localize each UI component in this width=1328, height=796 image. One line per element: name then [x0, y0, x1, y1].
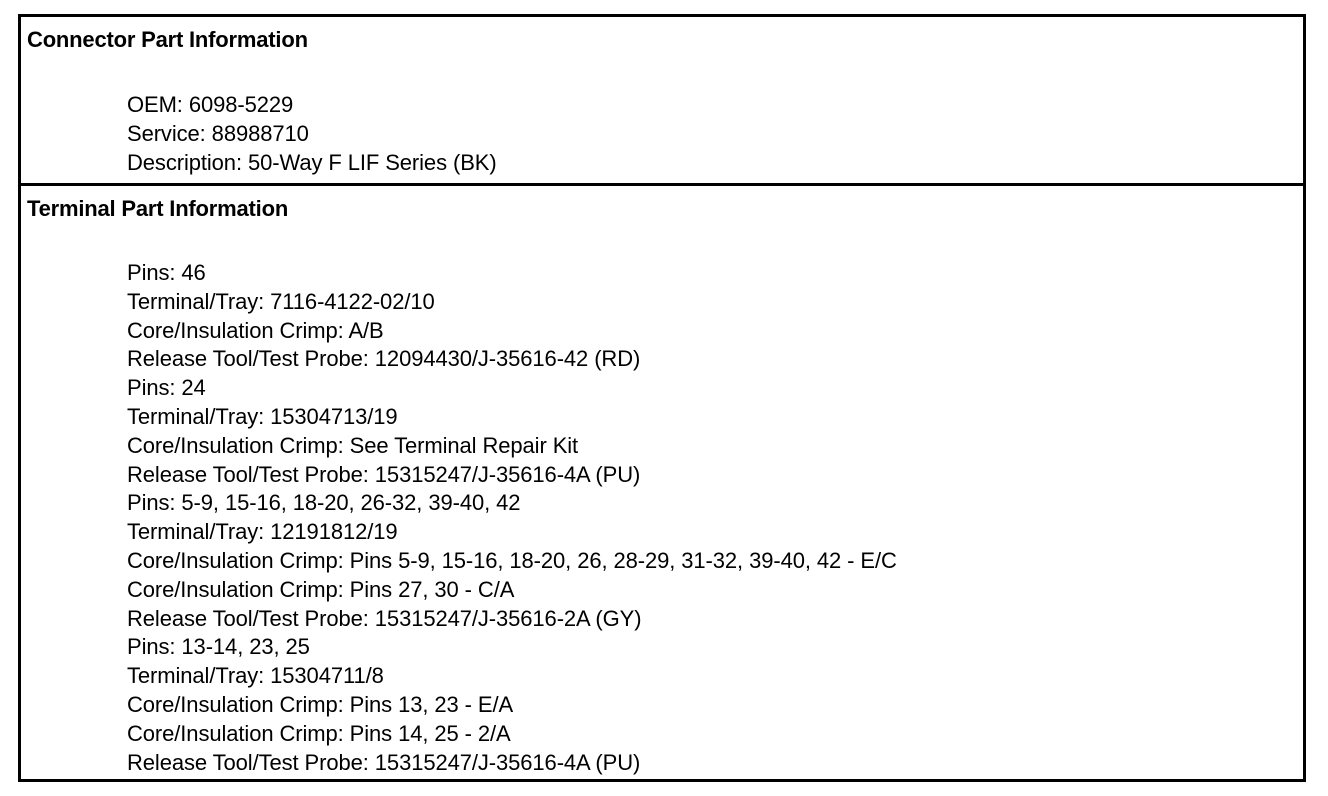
terminal-release-tool-line: Release Tool/Test Probe: 15315247/J-35616-2A (GY): [127, 605, 642, 631]
terminal-release-tool-line: Release Tool/Test Probe: 12094430/J-35616-42 (RD): [127, 346, 641, 372]
terminal-part-section: [21, 186, 1303, 779]
terminal-pins-line: Pins: 46: [127, 260, 206, 285]
terminal-info-list: [127, 259, 897, 777]
connector-service-line: Service: 88988710: [127, 120, 309, 146]
terminal-release-tool-line: Release Tool/Test Probe: 15315247/J-35616-4A (PU): [127, 461, 641, 487]
connector-oem-line: OEM: 6098-5229: [127, 92, 294, 117]
terminal-tray-line: Terminal/Tray: 15304713/19: [127, 403, 398, 429]
terminal-crimp-line: Core/Insulation Crimp: A/B: [127, 317, 384, 343]
terminal-crimp-line: Core/Insulation Crimp: Pins 27, 30 - C/A: [127, 576, 515, 602]
terminal-crimp-line: Core/Insulation Crimp: See Terminal Repair Kit: [127, 432, 579, 458]
terminal-crimp-line: Core/Insulation Crimp: Pins 5-9, 15-16, 18-20, 26, 28-29, 31-32, 39-40, 42 - E/C: [127, 547, 897, 573]
terminal-tray-line: Terminal/Tray: 15304711/8: [127, 663, 384, 689]
terminal-pins-line: Pins: 24: [127, 375, 206, 401]
terminal-crimp-line: Core/Insulation Crimp: Pins 13, 23 - E/A: [127, 691, 514, 717]
terminal-tray-line: Terminal/Tray: 12191812/19: [127, 519, 398, 545]
terminal-crimp-line: Core/Insulation Crimp: Pins 14, 25 - 2/A: [127, 720, 511, 746]
connector-section-title: Connector Part Information: [27, 27, 308, 52]
terminal-pins-line: Pins: 5-9, 15-16, 18-20, 26-32, 39-40, 42: [127, 490, 521, 516]
connector-description-line: Description: 50-Way F LIF Series (BK): [127, 149, 497, 175]
terminal-section-title: Terminal Part Information: [27, 196, 289, 221]
terminal-release-tool-line: Release Tool/Test Probe: 15315247/J-35616-4A (PU): [127, 749, 641, 775]
connector-info-list: [127, 91, 497, 177]
terminal-tray-line: Terminal/Tray: 7116-4122-02/10: [127, 288, 435, 314]
terminal-pins-line: Pins: 13-14, 23, 25: [127, 634, 310, 660]
part-information-table: [18, 14, 1306, 782]
connector-part-section: [21, 17, 1303, 186]
